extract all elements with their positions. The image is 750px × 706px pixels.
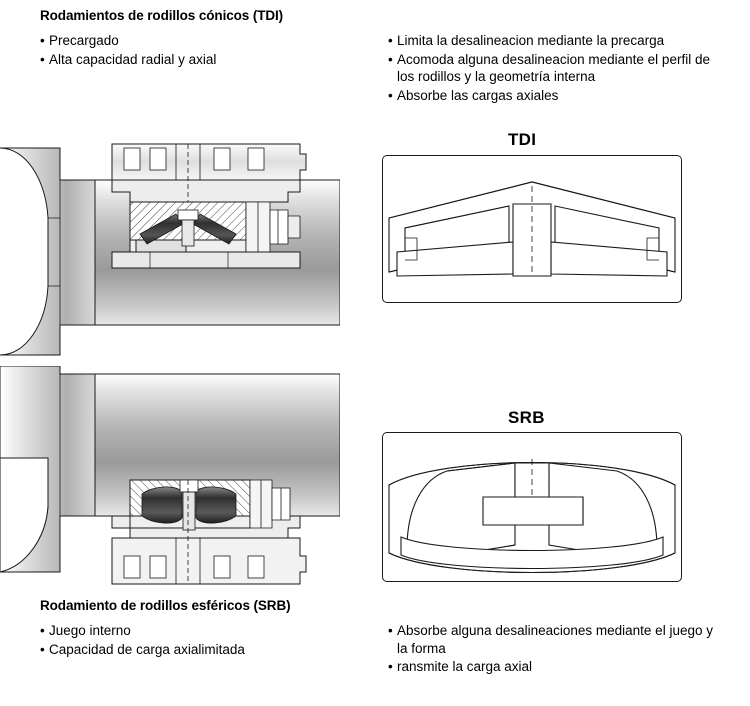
tdi-assembly-svg bbox=[0, 140, 340, 365]
tdi-panel-title: TDI bbox=[508, 130, 537, 149]
bullet-icon: • bbox=[388, 87, 393, 103]
bullet-label: Precargado bbox=[49, 33, 119, 48]
srb-assembly-svg bbox=[0, 366, 340, 594]
list-item bbox=[388, 32, 728, 50]
list-item bbox=[40, 641, 340, 659]
tdi-assembly-drawing bbox=[0, 140, 340, 365]
srb-detail-frame bbox=[382, 432, 682, 582]
list-item bbox=[388, 87, 728, 105]
bottom-right-bullet-list bbox=[388, 622, 718, 677]
srb-detail-svg bbox=[383, 433, 681, 581]
bullet-label: Absorbe alguna desalineaciones mediante el juego y la forma bbox=[397, 623, 713, 656]
bullet-icon: • bbox=[388, 51, 393, 67]
bullet-icon: • bbox=[40, 623, 45, 638]
tdi-detail-svg bbox=[383, 156, 681, 302]
bullet-label: Capacidad de carga axialimitada bbox=[49, 641, 245, 657]
bullet-label: Absorbe las cargas axiales bbox=[397, 87, 559, 103]
list-item bbox=[388, 622, 718, 657]
bullet-label: ransmite la carga axial bbox=[397, 659, 533, 674]
tdi-detail-frame bbox=[382, 155, 682, 303]
list-item bbox=[40, 32, 340, 50]
srb-assembly-drawing bbox=[0, 366, 340, 594]
bullet-icon: • bbox=[388, 659, 393, 674]
bottom-left-bullet-list bbox=[40, 622, 340, 659]
top-section-heading: Rodamientos de rodillos cónicos (TDI) bbox=[40, 8, 284, 23]
list-item bbox=[388, 51, 728, 86]
bottom-section-heading: Rodamiento de rodillos esféricos (SRB) bbox=[40, 598, 291, 613]
list-item bbox=[40, 51, 340, 69]
bullet-icon: • bbox=[40, 51, 45, 67]
bullet-icon: • bbox=[388, 623, 393, 638]
srb-panel-title: SRB bbox=[508, 408, 545, 427]
bullet-icon: • bbox=[388, 33, 393, 48]
top-right-bullet-list bbox=[388, 32, 728, 105]
bullet-label: Acomoda alguna desalineacion mediante el perfil de los rodillos y la geometría interna bbox=[397, 51, 710, 84]
top-left-bullet-list bbox=[40, 32, 340, 69]
bullet-icon: • bbox=[40, 641, 45, 657]
list-item bbox=[40, 622, 340, 640]
bullet-label: Alta capacidad radial y axial bbox=[49, 51, 217, 67]
bullet-label: Juego interno bbox=[49, 623, 131, 638]
list-item bbox=[388, 658, 718, 676]
bullet-label: Limita la desalineacion mediante la precarga bbox=[397, 33, 665, 48]
bullet-icon: • bbox=[40, 33, 45, 48]
